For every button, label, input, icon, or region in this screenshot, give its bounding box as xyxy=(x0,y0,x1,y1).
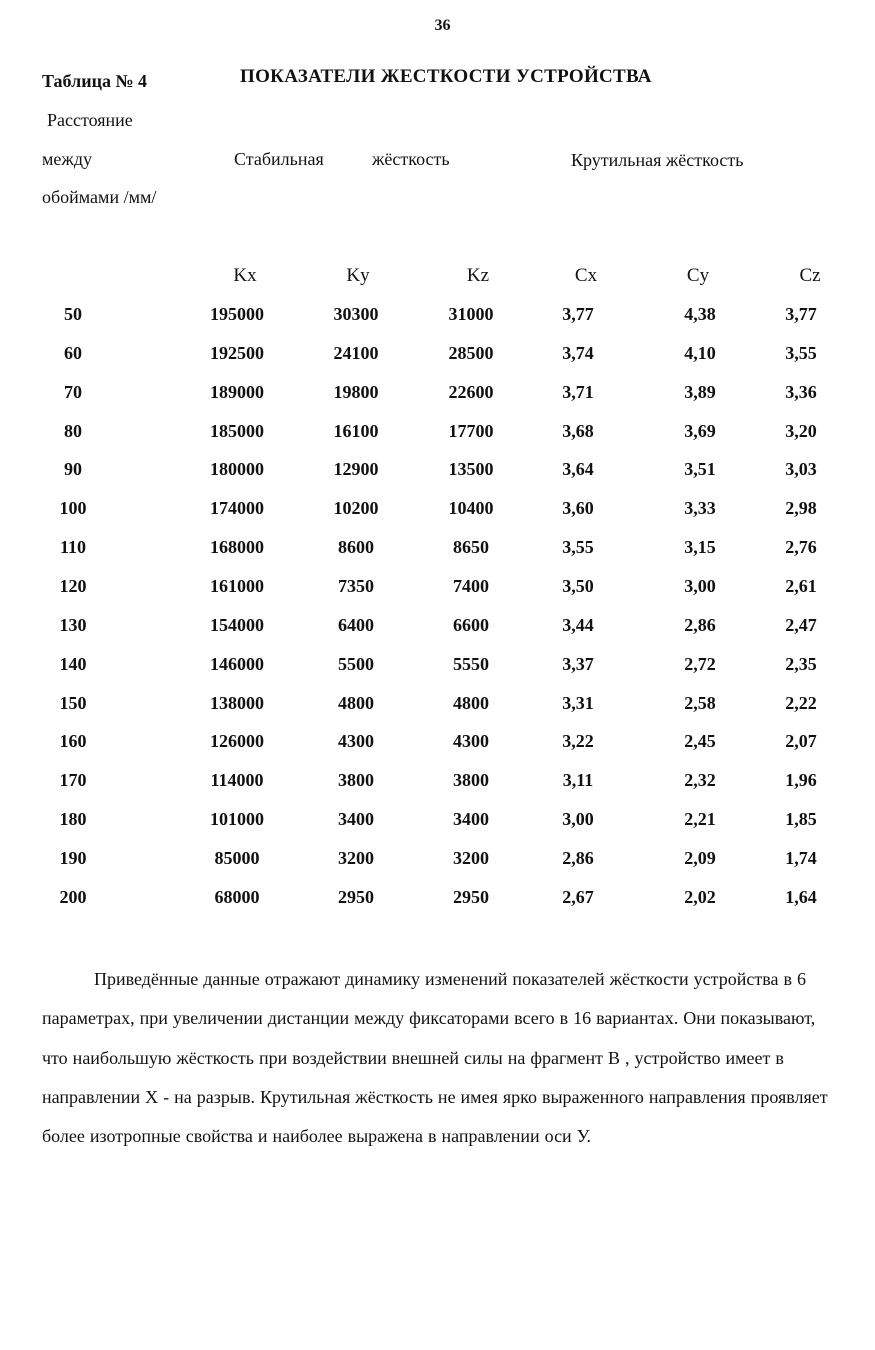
cell-kz: 28500 xyxy=(448,342,494,363)
cell-cz: 1,74 xyxy=(785,847,817,868)
cell-ky: 16100 xyxy=(333,420,379,441)
cell-ky: 10200 xyxy=(333,498,379,519)
table-row xyxy=(0,887,875,926)
cell-kx: 195000 xyxy=(210,304,264,324)
cell-kx: 68000 xyxy=(214,886,260,907)
cell-cy: 4,10 xyxy=(684,342,716,363)
cell-cy: 3,89 xyxy=(684,381,716,402)
cell-distance: 200 xyxy=(59,886,87,907)
cell-cy: 3,33 xyxy=(684,498,716,519)
table-row xyxy=(0,459,875,498)
table-row xyxy=(0,421,875,460)
table-row xyxy=(0,693,875,732)
distance-header-line: Расстояние xyxy=(47,110,133,130)
cell-cz: 2,47 xyxy=(785,614,817,635)
cell-kx: 189000 xyxy=(210,381,264,402)
cell-kx: 126000 xyxy=(210,731,264,752)
cell-cz: 3,55 xyxy=(785,342,817,363)
cell-cy: 3,69 xyxy=(684,420,716,441)
cell-cx: 3,50 xyxy=(562,575,594,596)
cell-distance: 100 xyxy=(59,498,87,519)
cell-distance: 120 xyxy=(59,575,87,596)
cell-distance: 110 xyxy=(59,537,86,558)
cell-ky: 2950 xyxy=(338,886,374,907)
table-row xyxy=(0,498,875,537)
cell-distance: 80 xyxy=(64,420,82,441)
cell-cx: 3,55 xyxy=(562,537,594,558)
cell-cx: 2,67 xyxy=(562,886,594,907)
distance-header-line: обоймами /мм/ xyxy=(42,187,157,207)
cell-cy: 3,51 xyxy=(684,459,716,480)
table-row xyxy=(0,809,875,848)
cell-distance: 190 xyxy=(59,847,87,868)
cell-distance: 70 xyxy=(64,381,82,402)
cell-cz: 2,61 xyxy=(785,575,817,596)
cell-cz: 2,98 xyxy=(785,498,817,519)
cell-cz: 2,22 xyxy=(785,692,817,713)
cell-kz: 3800 xyxy=(453,770,489,791)
cell-ky: 5500 xyxy=(338,653,374,674)
cell-ky: 7350 xyxy=(338,575,374,596)
cell-kz: 6600 xyxy=(453,614,489,635)
cell-ky: 3400 xyxy=(338,809,374,830)
cell-kz: 31000 xyxy=(448,304,494,324)
stable-stiffness-label: Стабильная xyxy=(234,149,324,169)
cell-cz: 3,36 xyxy=(785,381,817,402)
cell-kx: 192500 xyxy=(210,342,264,363)
cell-cz: 2,07 xyxy=(785,731,817,752)
table-label: Таблица № 4 xyxy=(42,71,148,91)
cell-cx: 3,11 xyxy=(562,770,594,791)
cell-cx: 3,22 xyxy=(562,731,594,752)
cell-cz: 3,77 xyxy=(785,304,817,324)
torsional-stiffness-label: Крутильная жёсткость xyxy=(571,150,744,170)
cell-distance: 180 xyxy=(59,809,87,830)
table-row xyxy=(0,343,875,382)
cell-kz: 8650 xyxy=(453,537,489,558)
cell-cx: 3,37 xyxy=(562,653,594,674)
column-header-cy: Cy xyxy=(686,265,710,286)
cell-cy: 2,45 xyxy=(684,731,716,752)
cell-cx: 3,77 xyxy=(562,304,594,324)
cell-cx: 2,86 xyxy=(562,847,594,868)
cell-cy: 2,58 xyxy=(684,692,716,713)
cell-distance: 150 xyxy=(59,692,87,713)
table-row xyxy=(0,382,875,421)
cell-ky: 12900 xyxy=(333,459,379,480)
cell-kx: 185000 xyxy=(210,420,264,441)
cell-kx: 168000 xyxy=(210,537,264,558)
cell-ky: 3800 xyxy=(338,770,374,791)
cell-cz: 3,20 xyxy=(785,420,817,441)
cell-kx: 161000 xyxy=(210,575,264,596)
cell-cy: 2,72 xyxy=(684,653,716,674)
cell-cz: 1,96 xyxy=(785,770,817,791)
cell-kz: 2950 xyxy=(453,886,489,907)
cell-cy: 2,02 xyxy=(684,886,716,907)
table-row xyxy=(0,615,875,654)
cell-distance: 90 xyxy=(64,459,82,480)
page-number: 36 xyxy=(434,17,451,34)
cell-kz: 4800 xyxy=(453,692,489,713)
cell-kz: 22600 xyxy=(448,381,494,402)
cell-cx: 3,60 xyxy=(562,498,594,519)
table-row xyxy=(0,848,875,887)
cell-kx: 101000 xyxy=(210,809,264,830)
cell-cz: 2,76 xyxy=(785,537,817,558)
cell-kx: 174000 xyxy=(210,498,264,519)
cell-cx: 3,00 xyxy=(562,809,594,830)
cell-kz: 17700 xyxy=(448,420,494,441)
cell-ky: 19800 xyxy=(333,381,379,402)
cell-kz: 13500 xyxy=(448,459,494,480)
cell-cz: 3,03 xyxy=(785,459,817,480)
cell-cz: 1,64 xyxy=(785,886,817,907)
cell-kx: 114000 xyxy=(210,770,264,791)
table-row xyxy=(0,537,875,576)
cell-kz: 4300 xyxy=(453,731,489,752)
cell-ky: 4300 xyxy=(338,731,374,752)
cell-distance: 60 xyxy=(64,342,82,363)
cell-kz: 7400 xyxy=(453,575,489,596)
cell-cy: 2,21 xyxy=(684,809,716,830)
cell-ky: 4800 xyxy=(338,692,374,713)
cell-ky: 30300 xyxy=(333,304,379,324)
table-row xyxy=(0,576,875,615)
cell-kz: 5550 xyxy=(453,653,489,674)
cell-ky: 6400 xyxy=(338,614,374,635)
cell-kx: 85000 xyxy=(214,847,260,868)
column-header-cx: Cx xyxy=(574,265,598,286)
cell-cz: 2,35 xyxy=(785,653,817,674)
cell-cy: 2,86 xyxy=(684,614,716,635)
cell-kz: 3200 xyxy=(453,847,489,868)
cell-kx: 146000 xyxy=(210,653,264,674)
table-row xyxy=(0,731,875,770)
column-header-cz: Cz xyxy=(799,265,821,286)
cell-cy: 3,00 xyxy=(684,575,716,596)
table-row xyxy=(0,770,875,809)
cell-cx: 3,31 xyxy=(562,692,594,713)
cell-ky: 3200 xyxy=(338,847,374,868)
cell-kx: 154000 xyxy=(210,614,264,635)
cell-cy: 2,09 xyxy=(684,847,716,868)
cell-distance: 160 xyxy=(59,731,87,752)
page-title: ПОКАЗАТЕЛИ ЖЕСТКОСТИ УСТРОЙСТВА xyxy=(240,66,652,87)
cell-cx: 3,71 xyxy=(562,381,594,402)
column-header-kz: Kz xyxy=(466,265,490,286)
cell-kz: 3400 xyxy=(453,809,489,830)
table-row xyxy=(0,654,875,693)
cell-cx: 3,64 xyxy=(562,459,594,480)
cell-distance: 50 xyxy=(64,304,82,324)
table-row xyxy=(0,304,875,343)
cell-cx: 3,44 xyxy=(562,614,594,635)
cell-distance: 140 xyxy=(59,653,87,674)
cell-cy: 3,15 xyxy=(684,537,716,558)
cell-cy: 4,38 xyxy=(684,304,716,324)
cell-cx: 3,68 xyxy=(562,420,594,441)
cell-kz: 10400 xyxy=(448,498,494,519)
cell-ky: 24100 xyxy=(333,342,379,363)
cell-distance: 170 xyxy=(59,770,87,791)
distance-header-line: между xyxy=(42,149,92,169)
column-header-kx: Kx xyxy=(233,265,257,286)
body-paragraph: Приведённые данные отражают динамику изменений показателей жёсткости устройства в 6 параметрах, при увеличении дистанции между фиксаторами всего в 16 вариантах. Они показывают, что наибольшую жёсткость при воздействии внешней силы на фрагмент В , устройство имеет в направлении Х - на разрыв. Крутильная жёсткость не имея ярко выраженного направления проявляет более изотропные свойства и наиболее выражена в направлении оси У. xyxy=(42,969,828,1147)
cell-cy: 2,32 xyxy=(684,770,716,791)
cell-kx: 180000 xyxy=(210,459,264,480)
column-header-ky: Ky xyxy=(346,265,370,286)
cell-cz: 1,85 xyxy=(785,809,817,830)
cell-distance: 130 xyxy=(59,614,87,635)
cell-cx: 3,74 xyxy=(562,342,594,363)
stable-stiffness-label: жёсткость xyxy=(372,149,450,169)
cell-kx: 138000 xyxy=(210,692,264,713)
cell-ky: 8600 xyxy=(338,537,374,558)
